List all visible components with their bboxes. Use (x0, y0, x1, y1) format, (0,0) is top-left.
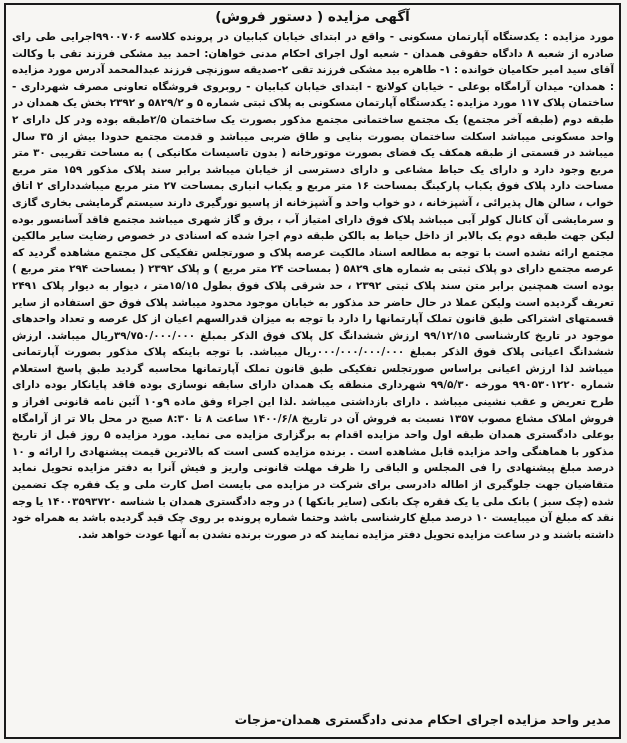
notice-signature: مدیر واحد مزایده اجرای احکام مدنی دادگستری همدان-مزجات (234, 712, 611, 727)
notice-title: آگهی مزایده ( دستور فروش) (215, 9, 410, 25)
notice-body: مورد مزایده : یکدستگاه آپارتمان مسکونی - واقع در ابتدای خیابان کبابیان در پرونده کلاسه ۹۹۰۰۷۰۶اجرایی طی رای صادره از شعبه ۸ دادگاه حقوقی همدان - شعبه اول اجرای احکام مدنی خواهان: احمد بید مشکی فرزند تقی با وکالت آقای سید امیر حکامیان خوانده : ۱- طاهره بید مشکی فرزند تقی ۲-صدیقه سوزنچی فرزند عبدالمحمد آدرس مورد مزایده : همدان- میدان آرامگاه بوعلی - خیابان کولانچ - ابتدای خیابان کبابیان - روبروی فروشگاه تعاونی مصرف شهرداری - ساختمان پلاک ۱۱۷ مورد مزایده : یکدستگاه آپارتمان مسکونی به پلاک ثبتی شماره ۵ و ۵۸۲۹/۲ و ۲۳۹۲ بخش یک همدان در طبقه دوم (طبقه آخر مجتمع) یک مجتمع ساختمانی مجتمع مذکور بصورت یک ساختمان ۲/۵طبقه بوده ودر کل دارای ۲ واحد مسکونی میباشد اسکلت ساختمان بصورت بنایی و طاق ضربی میباشد و قدمت مجتمع حدودا بیش از ۳۵ سال میباشد در قسمتی از طبقه همکف یک فضای بصورت موتورخانه ( بدون تاسیسات مکانیکی ) به مساحت تقریبی ۳۰ متر مربع وجود دارد و دارای یک حیاط مشاعی و دارای دسترسی از خیابان میباشد برابر سند پلاک مذکور ۱۵۹ متر مربع مساحت دارد پلاک فوق یکباب پارکینگ بمساحت ۱۶ متر مربع و یکباب انباری بمساحت ۲۷ متر مربع میباشددارای ۲ اتاق خواب ، سالن هال پذیرائی ، آشپزخانه ، دو خواب واحد و آشپزخانه از پاسیو نورگیری دارند سیستم گرمایشی بخاری گازی و سرمایشی آن کانال کولر آبی میباشد پلاک فوق دارای امتیاز آب ، برق و گاز شهری میباشد مجتمع فاقد آسانسور بوده لیکن جهت طبقه دوم یک بالابر از داخل حیاط به بالکن طبقه دوم اجرا شده که اسنادی در خصوص رضایت سایر مالکین مجتمع ارائه نشده است با توجه به مطالعه اسناد مالکیت عرصه پلاک و صورتجلس تفکیکی کل مجتمع مشاهده گردید که عرصه مجتمع دارای دو پلاک ثبتی به شماره های ۵۸۲۹ ( بمساحت ۲۴ متر مربع ) و پلاک ۲۳۹۲ ( بمساحت ۲۹۴ متر مربع ) بوده است همچنین برابر متن سند پلاک ثبتی ۲۳۹۲ ، حد شرقی پلاک فوق بطول ۱۵/۱۵متر ، دیوار به دیوار پلاک ۲۴۹۱ تعریف گردیده است ولیکن عملا در حال حاضر حد مذکور به خیابان موجود محدود میباشد پلاک فوق حق استفاده از سایر قسمتهای اشتراکی طبق قانون تملک آپارتمانها را دارد با توجه به میزان قدرالسهم اعیان از کل عرصه و تعداد واحدهای موجود در تاریخ کارشناسی ۹۹/۱۲/۱۵ ارزش ششدانگ کل پلاک فوق الذکر بمبلغ ۳۹/۷۵۰/۰۰۰/۰۰۰ریال میباشد. ارزش ششدانگ اعیانی پلاک فوق الذکر بمبلغ ۰۰۰/۰۰۰/۰۰۰/۰۰۰ریال میباشد. با توجه باینکه پلاک مذکور بصورت آپارتمانی میباشد لذا ارزش اعیانی براساس صورتجلس تفکیکی طبق قانون تملک آپارتمانها محاسبه گردید طبق پاسخ استعلام شماره ۹۹۰۵۳۰۱۲۲۰ مورخه ۹۹/۵/۳۰ شهرداری منطقه یک همدان دارای سابقه نوسازی بوده فاقد پایانکار بوده دارای طرح تعریض و عقب نشینی میباشد . دارای بازداشتی میباشد .لذا این اجراء وفق ماده ۹و۱۰ آئین نامه قانونی افراز و فروش املاک مشاع مصوب ۱۳۵۷ نسبت به فروش آن در تاریخ ۱۴۰۰/۶/۸ ساعت ۸ تا ۸:۳۰ صبح در محل بالا تر از آرامگاه بوعلی دادگستری همدان طبقه اول واحد مزایده اقدام به برگزاری مزایده می نماید. مورد مزایده ۵ روز قبل از تاریخ مذکور با هماهنگی واحد مزایده قابل مشاهده است . برنده مزایده کسی است که بالاترین قیمت پیشنهادی را ارائه و ۱۰ درصد مبلغ پیشنهادی را فی المجلس و الباقی را ظرف مهلت قانونی واریز و فیش آنرا به دفتر مزایده تحویل نماید متقاضیان جهت جلوگیری از اطاله دادرسی برای شرکت در مزایده می بایست اصل کارت ملی و یک فقره چک تضمین شده (چک سبز ) بانک ملی یا یک فقره چک بانکی (سایر بانکها ) در وجه دادگستری همدان با شناسه ۱۴۰۰۳۵۹۳۷۲۰ یا وجه نقد که مبلغ آن میبایست ۱۰ درصد مبلغ کارشناسی باشد وحتما شماره پرونده بر روی چک قید گردیده باشد به همراه خود داشته باشند و در ساعت مزایده تحویل دفتر مزایده نمایند که در صورت برنده نشدن به آنها عودت خواهد شد. (12, 31, 614, 541)
auction-notice (4, 3, 621, 739)
